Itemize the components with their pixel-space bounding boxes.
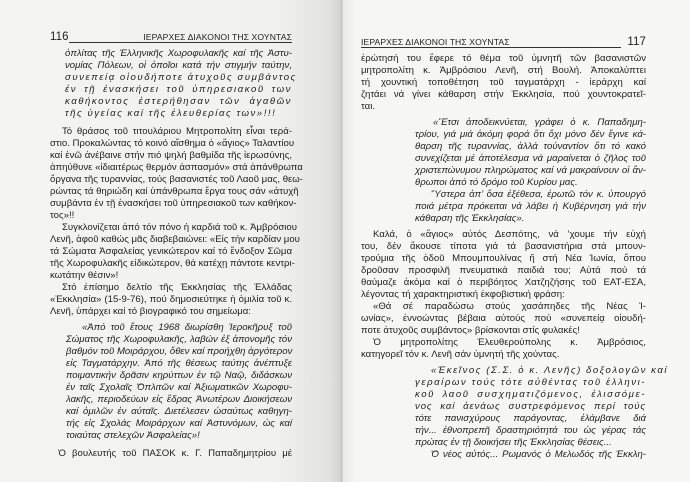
header-rule bbox=[510, 38, 622, 48]
text-line: τά Σώματα Ἀσφαλείας γενικώτερον καί τό ἔνδοξον Σῶμα bbox=[50, 246, 292, 257]
text-line: Σώματος τῆς Χωροφυλακῆς, λαβών ἐξ ἀπονομῆς τόν bbox=[66, 334, 292, 345]
text-line: κατηγορεῖ τόν κ. Λενῆ σάν ὑμνητή τῆς χούντας. bbox=[361, 349, 560, 360]
text-line: πρώτας ἐν τῇ διοικήσει τῆς Ἐκκλησίας θέσεις... bbox=[415, 437, 612, 448]
page-number: 116 bbox=[50, 31, 69, 43]
text-line: ἐν ταῖς Σχολαῖς Ὁπλιτῶν καί Ἀξιωματικῶν Χωροφυ- bbox=[66, 382, 292, 393]
text-line: ὄργανα τῆς τυραννίας, τούς βασανιστές τοῦ Λαοῦ μας, θεω- bbox=[50, 174, 303, 185]
text-line: του, δέν ἄκουσε τίποτα γιά τά βασανιστήρια στά μπουν- bbox=[361, 241, 646, 252]
text-line: Λενῆ, ὑπάρχει καί τό βιογραφικό του σημείωμα: bbox=[50, 306, 251, 317]
text-line: ποτε ἀτυχοῦς συμβάντος» βρίσκονται στίς φυλακές! bbox=[361, 325, 580, 336]
text-line: κάθαρση τῆς Ἐκκλησίας». bbox=[415, 213, 525, 224]
text-line: τρούμια τῆς ὁδοῦ Μπουμπουλίνας ἤ στή Νέα Ἰωνία, ὅπου bbox=[361, 253, 646, 264]
text-line: Στό ἐπίσημο δελτίο τῆς Ἐκκλησίας τῆς Ἑλλάδας bbox=[62, 282, 292, 293]
text-line: καθήκοντος ἐστερήθησαν τῶν ἀγαθῶν bbox=[65, 96, 292, 107]
page-number: 117 bbox=[627, 36, 646, 48]
text-line: «Ἐκκλησία» (15-9-76), πού δημοσιεύτηκε ἡ ὁμιλία τοῦ κ. bbox=[50, 294, 292, 305]
text-line: Ὁ βουλευτής τοῦ ΠΑΣΟΚ κ. Γ. Παπαδημητρίου μέ bbox=[58, 448, 292, 459]
text-line: μητροπολίτη κ. Ἀμβρόσιου Λενῆ, στή Βουλή. Ἀποκαλύπτει bbox=[361, 65, 646, 76]
text-line: χριστεπώνυμου πληρώματος καί νά μακραίνουν οἱ ἄν- bbox=[415, 165, 646, 176]
running-head: ΙΕΡΑΡΧΕΣ ΔΙΑΚΟΝΟΙ ΤΗΣ ΧΟΥΝΤΑΣ bbox=[143, 32, 292, 42]
text-line: ζητάει νά γίνει κάθαρση στήν Ἐκκλησία, πού χουντοκρατεῖ- bbox=[361, 89, 646, 100]
left-page-header bbox=[50, 31, 292, 43]
right-page bbox=[343, 0, 690, 482]
text-line: τήν... ἐθνοπρεπῆ δραστηριότητά του ὡς γέρας τάς bbox=[415, 425, 646, 436]
text-line: στιο. Προκαλώντας τό κοινό αἴσθημα ὁ «ἅγιος» Ταλαντίου bbox=[50, 138, 295, 149]
text-line: λέγοντας τή χαρακτηριστική ἐκφοβιστική φράση: bbox=[361, 289, 565, 300]
text-line: συνεπείᾳ οἱουδήποτε ἀτυχοῦς συμβάντος bbox=[65, 72, 297, 83]
text-line: θαρση τῆς τυραννίας, ἀλλά τοὐναντίον ὅτι τό κακό bbox=[415, 141, 646, 152]
text-line: ρώντας τά θηριώδη καί ὑπάνθρωπα ἔργα τους σάν «ἀτυχῆ bbox=[50, 186, 299, 197]
text-line: Συγκλονίζεται ἀπό τόν πόνο ἡ καρδιά τοῦ κ. Ἀμβρόσιου bbox=[62, 222, 297, 233]
text-line: νος καί ἀενάως συστρεφόμενος περί τούς bbox=[415, 401, 646, 412]
text-line: Ὁ νέος αὐτός... Ρωμανός ὁ Μελωδός τῆς Ἐκκλη- bbox=[431, 449, 646, 460]
text-line: εἰς Ταγματάρχην. Ἀπό τῆς θέσεως ταύτης ἀνέπτυξε bbox=[66, 358, 292, 369]
left-page bbox=[0, 0, 343, 482]
text-line: Τό θράσος τοῦ τιτουλάριου Μητροπολίτη εἶναι τερά- bbox=[62, 126, 292, 137]
text-line: ἀπηύθυνε «ἰδιαιτέρως θερμόν ἀσπασμόν» στά ἀπάνθρωπα bbox=[50, 162, 303, 173]
text-line: Ὁ μητροπολίτης Ἐλευθερούπολης κ. Ἀμβρόσιος, bbox=[373, 337, 646, 348]
text-line: τής εἰς Σχολάς Μοιράρχων καί Ἀστυνόμων, ὡς καί bbox=[66, 418, 292, 429]
text-line: βαθμόν τοῦ Μοιράρχου, ὅθεν καί προήχθη ἀργότερον bbox=[66, 346, 293, 357]
text-line: θαύμαζε ἀκόμα καί ὁ περιβόητος Χατζηζήσης τοῦ ΕΑΤ-ΕΣΑ, bbox=[361, 277, 646, 288]
text-line: ὁπλίτας τῆς Ἑλληνικῆς Χωροφυλακῆς καί τῆς Ἀστυ- bbox=[65, 48, 292, 59]
text-line: «Θά σέ παραδώσω στούς χασάπηδες τῆς Νέας Ἰ- bbox=[373, 301, 646, 312]
text-line: τρίου, γιά μιά ἀκόμη φορά ὅτι ὄχι μόνο δέν ἔγινε κά- bbox=[415, 129, 646, 140]
running-head: ΙΕΡΑΡΧΕΣ ΔΙΑΚΟΝΟΙ ΤΗΣ ΧΟΥΝΤΑΣ bbox=[361, 37, 510, 47]
text-line: καί ἐνῶ ἀνέβαινε στήν πιό ψηλή βαθμίδα τῆς ἱερωσύνης, bbox=[50, 150, 292, 161]
text-line: ποιά μέτρα πρόκειται νά λάβει ἡ Κυβέρνηση γιά τήν bbox=[415, 201, 646, 212]
text-line: συνεχίζεται μέ ἀποτέλεσμα νά μαραίνεται ὁ ζῆλος τοῦ bbox=[415, 153, 646, 164]
text-line: Καλά, ὁ «ἅγιος» αὐτός Δεσπότης, νά ‛χουμε τήν εὐχή bbox=[373, 229, 646, 240]
text-line: δροῦσαν προσφιλῆ πνευματικά παιδιά του; Αὐτά πού τά bbox=[361, 265, 646, 276]
text-line: τῆς ὑγείας καί τῆς ἐλευθερίας των»!!! bbox=[65, 108, 277, 119]
text-line: κοῦ λαοῦ συσχηματιζόμενος, ἑλισσόμε- bbox=[415, 389, 646, 400]
text-line: Λενῆ, ἀφοῦ καθώς μᾶς διαβεβαιώνει: «Εἰς τήν καρδίαν μου bbox=[50, 234, 300, 245]
text-line: τότε πανισχύρους παράγοντας, ἐλάμβανε διά bbox=[415, 413, 646, 424]
text-line: Ὕστερα ἀπ’ ὅσα ἐξέθεσα, ἐρωτῶ τόν κ. ὑπουργό bbox=[431, 189, 646, 200]
text-line: κωτάτην θέσιν»! bbox=[50, 270, 119, 281]
text-line: θρωποι ἀπό τό δρόμο τοῦ Κυρίου μας. bbox=[415, 177, 578, 188]
text-line: «Ἀπό τοῦ ἔτους 1968 διωρίσθη Ἱεροκῆρυξ τοῦ bbox=[82, 322, 292, 333]
header-rule bbox=[69, 33, 144, 43]
text-line: ἐρώτησή του ἔφερε τό θέμα τοῦ ὑμνητῆ τῶν βασανιστῶν bbox=[361, 53, 646, 64]
text-line: γεραίρων τούς τότε αὐθέντας τοῦ ἑλληνι- bbox=[415, 377, 646, 388]
text-line: ται. bbox=[361, 101, 375, 112]
text-line: ποιμαντικήν δρᾶσιν κηρύττων ἐν τῷ Ναῷ, διδάσκων bbox=[66, 370, 292, 381]
text-line: τοιαύτας στελεχῶν Ἀσφαλείας»! bbox=[66, 430, 200, 441]
right-page-header bbox=[361, 36, 646, 48]
text-line: τή χουντική τοποθέτηση τοῦ ταγματάρχη - ἱεράρχη καί bbox=[361, 77, 646, 88]
text-line: λακῆς, περιοδεύων εἰς ἕδρας Ἀνωτέρων Διοικήσεων bbox=[66, 394, 292, 405]
text-line: νομίας Πόλεων, οἱ ὁποῖοι κατά τήν στιγμήν ταύτην, bbox=[65, 60, 292, 71]
text-line: «Ἔτσι ἀποδεικνύεται, γράφει ὁ κ. Παπαδημη- bbox=[433, 117, 646, 128]
text-line: ἐν τῇ ἐνασκήσει τοῦ ὑπηρεσιακοῦ των bbox=[65, 84, 292, 95]
text-line: τῆς Χωροφυλακῆς εἰδικώτερον, θά κατέχῃ πάντοτε κεντρι- bbox=[50, 258, 295, 269]
text-line: συμβάντα ἐν τῇ ἐνασκήσει τοῦ ὑπηρεσιακοῦ των καθήκον- bbox=[50, 198, 297, 209]
text-line: τος»!! bbox=[50, 210, 75, 221]
text-line: «Ἐκεῖνος (Σ.Σ. ὁ κ. Λενῆς) δοξολογῶν καί bbox=[431, 365, 669, 376]
text-line: καί ὁμιλῶν ἐν αὐταῖς. Διετέλεσεν ὡσαύτως καθηγη- bbox=[66, 406, 292, 417]
text-line: ωνίας», ἐννοώντας βέβαια αὐτούς πού «συνεπείᾳ οἱουδή- bbox=[361, 313, 646, 324]
